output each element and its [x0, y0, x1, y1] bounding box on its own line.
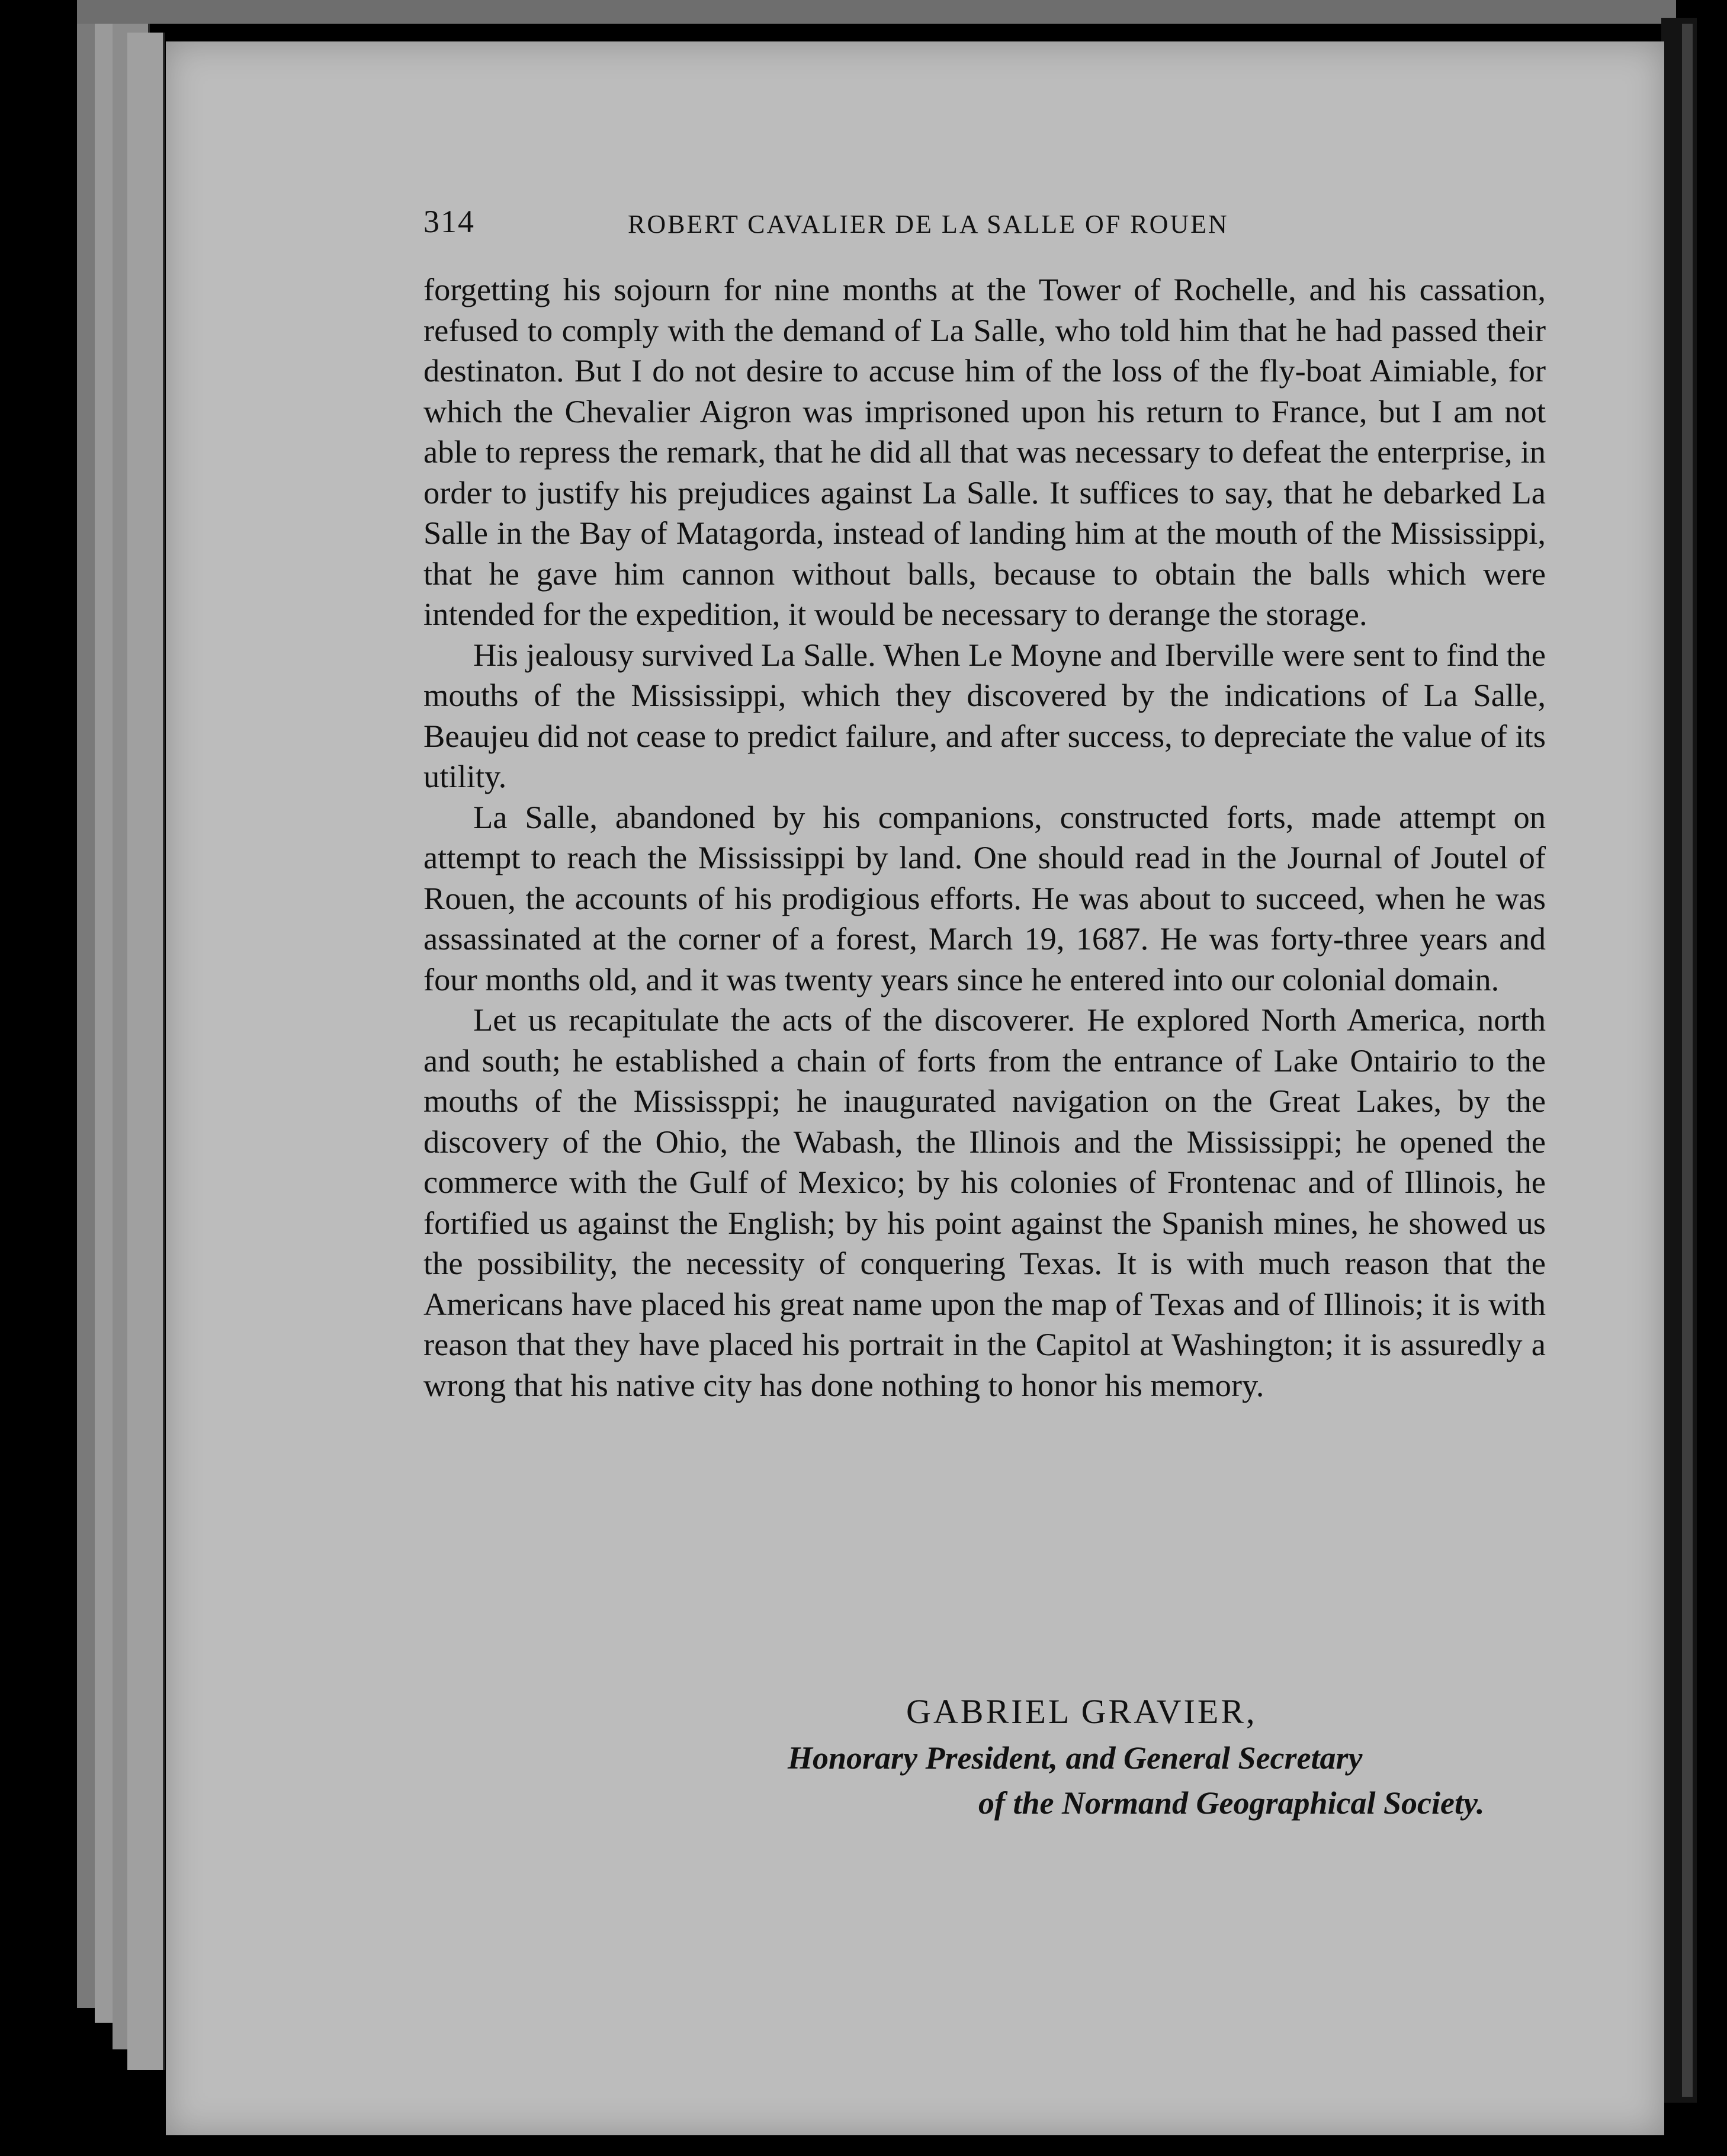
paragraph: His jealousy survived La Salle. When Le Moyne and Iberville were sent to find the mouths of the Mississippi, which they discovered by the indications of La Salle, Beaujeu did not cease to predict failure, and after success, to depreciate the value of its utility. — [423, 636, 1546, 794]
signature-block — [788, 1688, 1546, 1825]
page-right-edge — [1682, 24, 1693, 2097]
running-title: ROBERT CAVALIER DE LA SALLE OF ROUEN — [628, 210, 1229, 239]
page-edge — [127, 33, 165, 2070]
page-header — [423, 203, 1549, 256]
paragraph: forgetting his sojourn for nine months at the Tower of Rochelle, and his cassation, refused to comply with the demand of La Salle, who told him that he had passed their destinaton. But I do not desire to accuse him of the loss of the fly-boat Aimiable, for which the Chevalier Aigron was imprisoned upon his return to France, but I am not able to repress the remark, that he did all that was necessary to defeat the enterprise, in order to justify his prejudices against La Salle. It suffices to say, that he debarked La Salle in the Bay of Matagorda, instead of landing him at the mouth of the Mississippi, that he gave him cannon without balls, because to obtain the balls which were intended for the expedition, it would be necessary to derange the storage. — [423, 271, 1546, 632]
page-number: 314 — [423, 204, 475, 239]
author-title: Honorary President, and General Secretary — [788, 1740, 1363, 1776]
page-top-edge — [77, 0, 1676, 24]
author-name: GABRIEL GRAVIER, — [906, 1692, 1257, 1731]
body-text — [423, 270, 1546, 1406]
paragraph: Let us recapitulate the acts of the discoverer. He explored North America, north and south; he established a chain of forts from the entrance of Lake Ontairio to the mouths of the Mississppi; he inaugurated navigation on the Great Lakes, by the discovery of the Ohio, the Wabash, the Illinois and the Mississippi; he opened the commerce with the Gulf of Mexico; by his colonies of Frontenac and of Illinois, he fortified us against the English; by his point against the Spanish mines, he showed us the possibility, the necessity of conquering Texas. It is with much reason that the Americans have placed his great name upon the map of Texas and of Illinois; it is with reason that they have placed his portrait in the Capitol at Washington; it is assuredly a wrong that his native city has done nothing to honor his memory. — [423, 1002, 1546, 1403]
paragraph: La Salle, abandoned by his companions, constructed forts, made attempt on attempt to reach the Mississippi by land. One should read in the Journal of Joutel of Rouen, the accounts of his prodigious efforts. He was about to succeed, when he was assassinated at the corner of a forest, March 19, 1687. He was forty-three years and four months old, and it was twenty years since he entered into our colonial domain. — [423, 798, 1546, 997]
author-affiliation: of the Normand Geographical Society. — [978, 1785, 1485, 1821]
